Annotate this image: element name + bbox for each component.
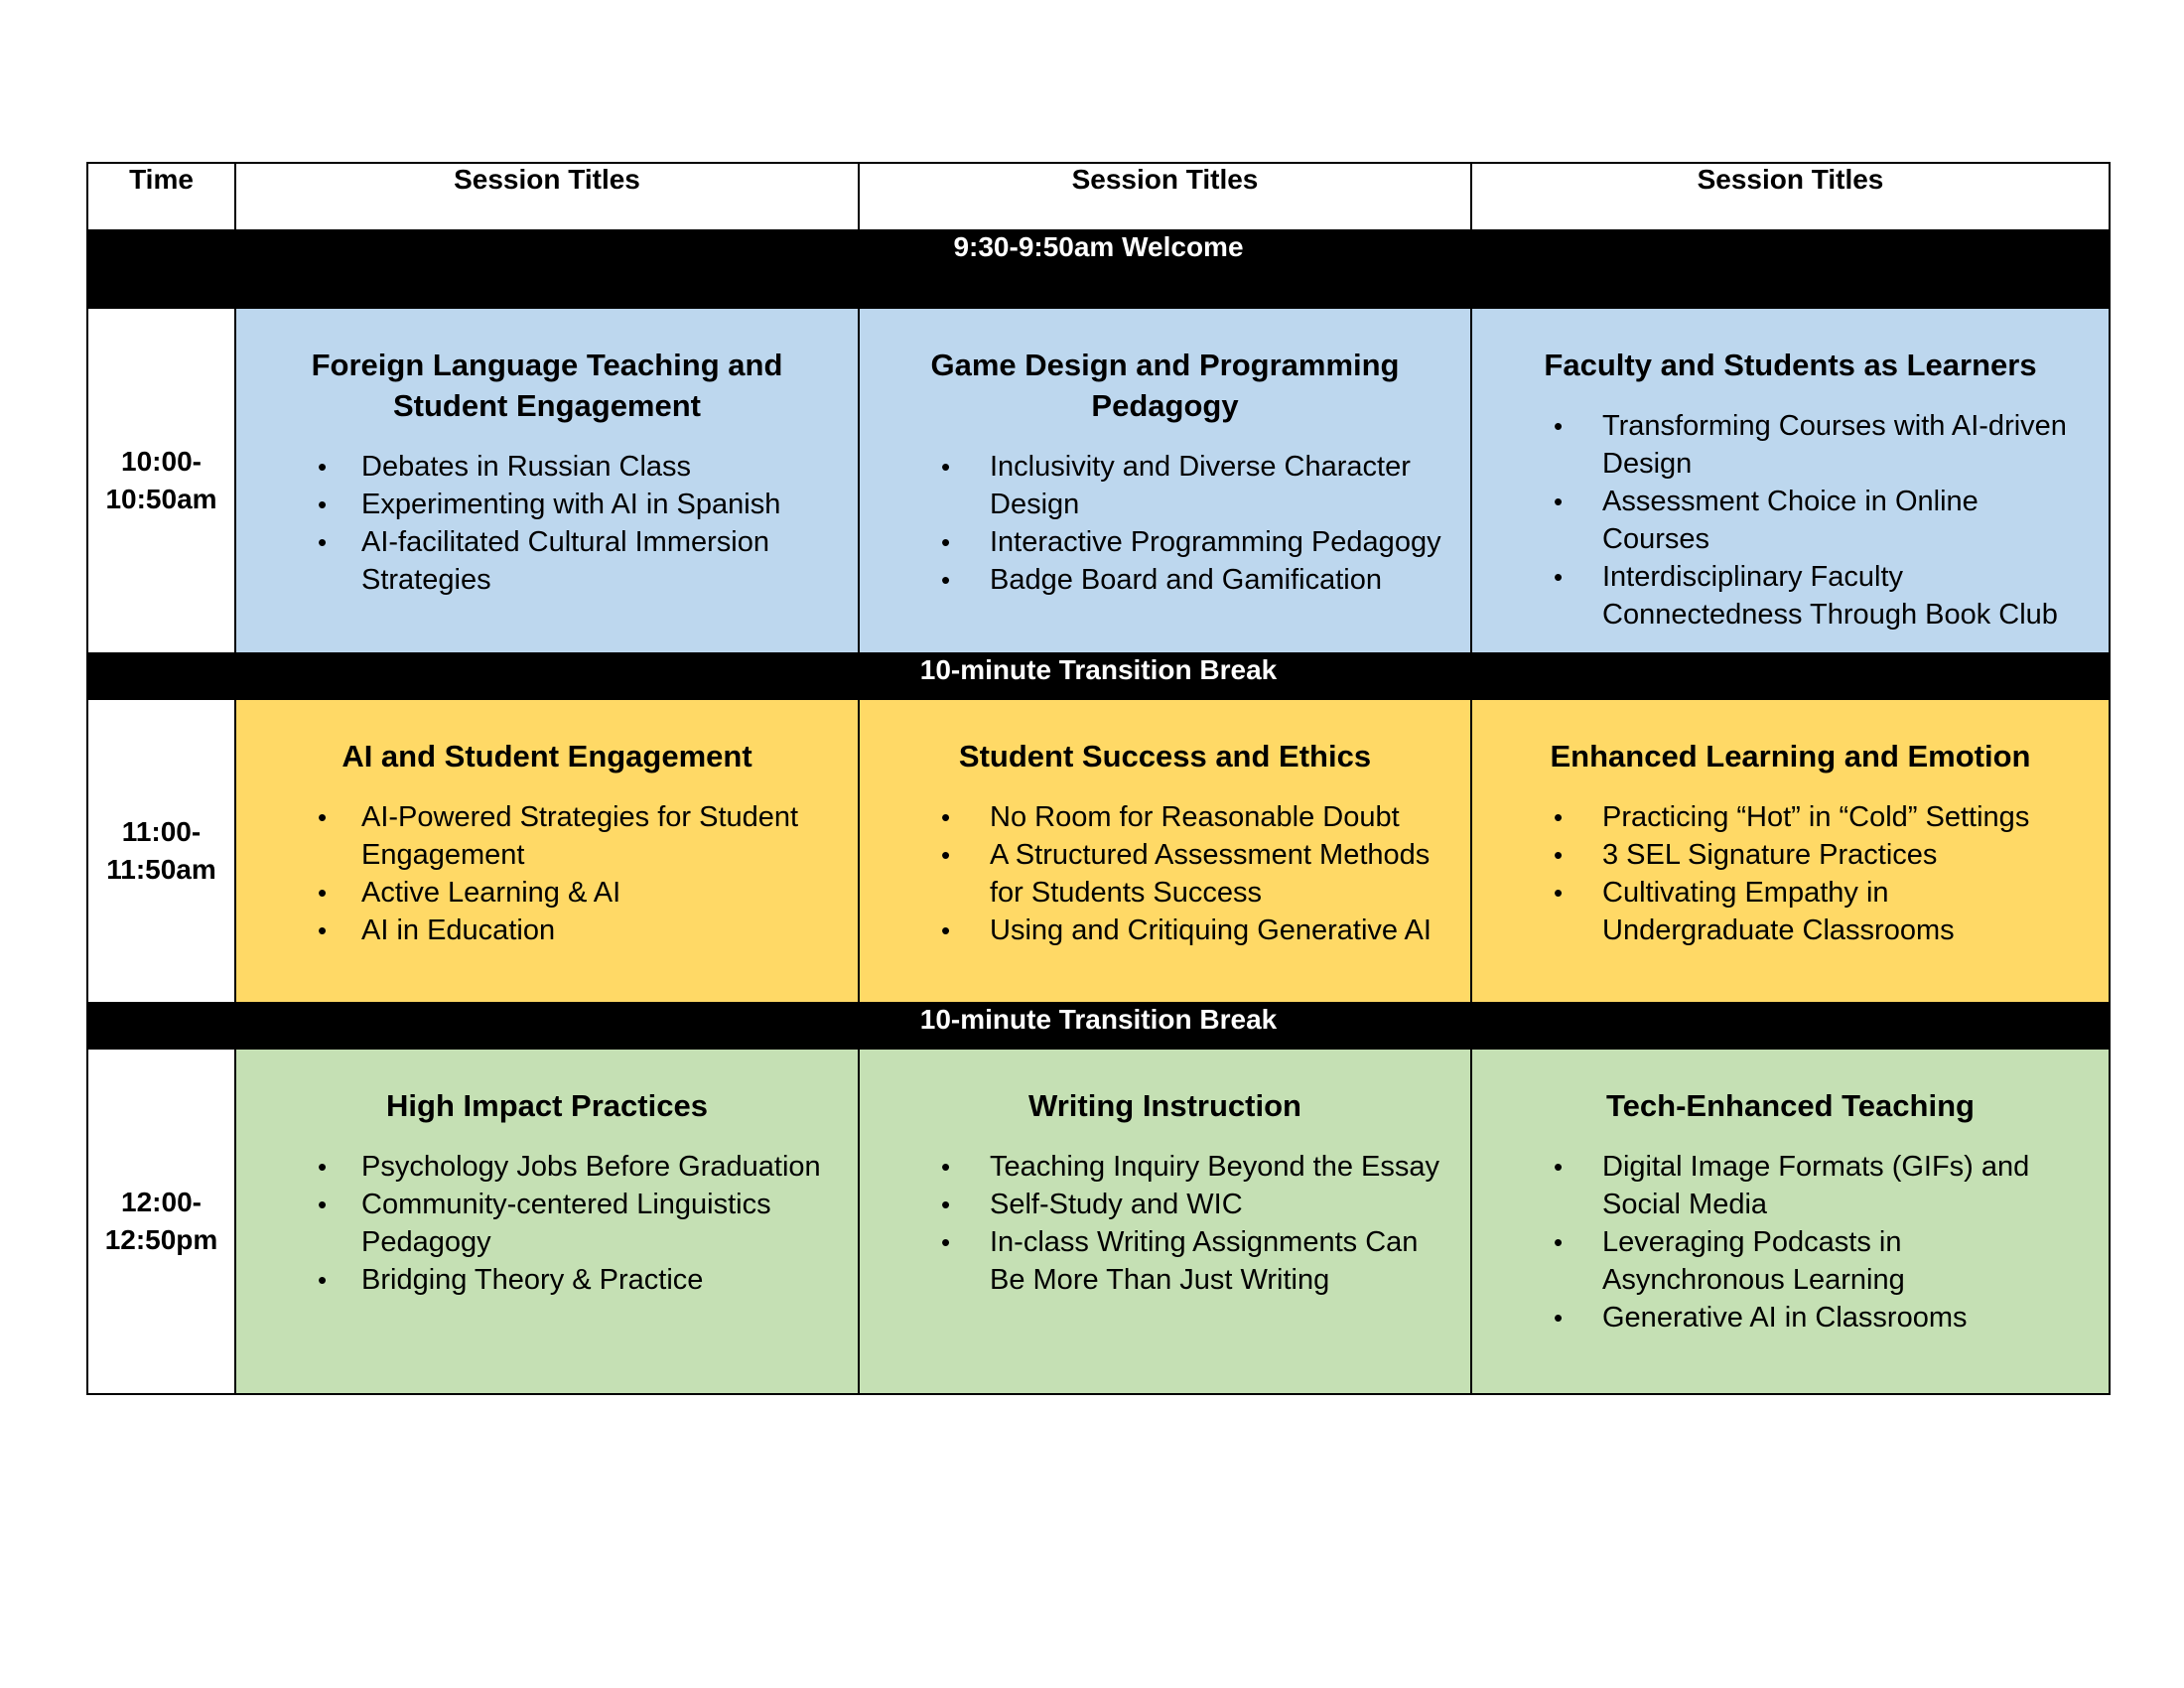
break-row: [87, 1003, 2110, 1049]
session-title: Enhanced Learning and Emotion: [1550, 739, 2031, 774]
bullet-icon: •: [318, 527, 328, 557]
bullet-icon: •: [1554, 1152, 1564, 1182]
session-title: Tech-Enhanced Teaching: [1606, 1088, 1975, 1123]
list-item: • Using and Critiquing Generative AI: [876, 912, 1454, 949]
list-item: • Assessment Choice in Online Courses: [1488, 483, 2093, 558]
bullet-icon: •: [318, 915, 328, 945]
list-item: • Community-centered Linguistics Pedagogy: [252, 1186, 842, 1261]
list-item: • 3 SEL Signature Practices: [1488, 836, 2093, 874]
session-title: High Impact Practices: [386, 1088, 708, 1123]
bullet-icon: •: [318, 1152, 328, 1182]
list-item: • Debates in Russian Class: [252, 448, 842, 486]
session-row: [87, 1049, 2110, 1394]
bullet-icon: •: [941, 452, 951, 482]
session-title: Game Design and Programming Pedagogy: [930, 348, 1400, 423]
time-slot: [87, 308, 235, 653]
session-cell: [235, 308, 859, 653]
list-item: • No Room for Reasonable Doubt: [876, 798, 1454, 836]
bullet-icon: •: [318, 1190, 328, 1219]
session-topic-list: [876, 1148, 1454, 1299]
list-item: • Practicing “Hot” in “Cold” Settings: [1488, 798, 2093, 836]
bullet-icon: •: [941, 1190, 951, 1219]
session-topic-list: [252, 1148, 842, 1299]
header-session-titles-2: Session Titles: [859, 163, 1471, 230]
list-item: • In-class Writing Assignments Can Be More Than Just Writing: [876, 1223, 1454, 1299]
list-item: • AI in Education: [252, 912, 842, 949]
session-title: Writing Instruction: [1028, 1088, 1301, 1123]
bullet-icon: •: [941, 1227, 951, 1257]
session-cell: [1471, 308, 2110, 653]
time-end: 11:50am: [106, 854, 216, 885]
list-item: • Leveraging Podcasts in Asynchronous Learning: [1488, 1223, 2093, 1299]
bullet-icon: •: [1554, 1303, 1564, 1333]
session-topic-list: [252, 448, 842, 599]
bullet-icon: •: [941, 802, 951, 832]
list-item: • Inclusivity and Diverse Character Design: [876, 448, 1454, 523]
bullet-icon: •: [1554, 1227, 1564, 1257]
session-cell: [859, 699, 1471, 1003]
session-cell: [1471, 1049, 2110, 1394]
bullet-icon: •: [941, 565, 951, 595]
list-item: • A Structured Assessment Methods for Students Success: [876, 836, 1454, 912]
bullet-icon: •: [1554, 878, 1564, 908]
bullet-icon: •: [318, 1265, 328, 1295]
list-item: • Badge Board and Gamification: [876, 561, 1454, 599]
session-topic-list: [1488, 1148, 2093, 1336]
session-cell: [859, 1049, 1471, 1394]
bullet-icon: •: [1554, 411, 1564, 441]
session-topic-list: [876, 448, 1454, 599]
bullet-icon: •: [941, 1152, 951, 1182]
break-row: [87, 653, 2110, 699]
list-item: • Interdisciplinary Faculty Connectedness Through Book Club: [1488, 558, 2093, 633]
bullet-icon: •: [941, 840, 951, 870]
bullet-icon: •: [318, 878, 328, 908]
session-topic-list: [252, 798, 842, 949]
time-start: 10:00-: [121, 446, 202, 477]
bullet-icon: •: [1554, 802, 1564, 832]
session-cell: [235, 699, 859, 1003]
session-cell: [1471, 699, 2110, 1003]
bullet-icon: •: [318, 490, 328, 519]
list-item: • Teaching Inquiry Beyond the Essay: [876, 1148, 1454, 1186]
list-item: • Psychology Jobs Before Graduation: [252, 1148, 842, 1186]
session-row: [87, 308, 2110, 653]
bullet-icon: •: [941, 527, 951, 557]
time-slot: [87, 1049, 235, 1394]
bullet-icon: •: [941, 915, 951, 945]
transition-break-banner: 10-minute Transition Break: [87, 1003, 2110, 1049]
list-item: • Digital Image Formats (GIFs) and Social Media: [1488, 1148, 2093, 1223]
header-session-titles-3: Session Titles: [1471, 163, 2110, 230]
schedule-table: [86, 162, 2111, 1395]
time-slot: [87, 699, 235, 1003]
header-row: [87, 163, 2110, 230]
bullet-icon: •: [318, 802, 328, 832]
header-session-titles-1: Session Titles: [235, 163, 859, 230]
bullet-icon: •: [1554, 840, 1564, 870]
list-item: • Generative AI in Classrooms: [1488, 1299, 2093, 1336]
transition-break-banner: 10-minute Transition Break: [87, 653, 2110, 699]
list-item: • Cultivating Empathy in Undergraduate Classrooms: [1488, 874, 2093, 949]
list-item: • Self-Study and WIC: [876, 1186, 1454, 1223]
welcome-banner: 9:30-9:50am Welcome: [87, 230, 2110, 308]
bullet-icon: •: [1554, 562, 1564, 592]
time-end: 12:50pm: [104, 1224, 218, 1255]
session-title: Faculty and Students as Learners: [1544, 348, 2037, 382]
bullet-icon: •: [1554, 487, 1564, 516]
session-cell: [859, 308, 1471, 653]
list-item: • AI-facilitated Cultural Immersion Strategies: [252, 523, 842, 599]
session-topic-list: [876, 798, 1454, 949]
welcome-row: [87, 230, 2110, 308]
session-row: [87, 699, 2110, 1003]
session-cell: [235, 1049, 859, 1394]
bullet-icon: •: [318, 452, 328, 482]
header-time: Time: [87, 163, 235, 230]
list-item: • Active Learning & AI: [252, 874, 842, 912]
list-item: • Experimenting with AI in Spanish: [252, 486, 842, 523]
time-end: 10:50am: [105, 484, 217, 514]
session-topic-list: [1488, 407, 2093, 633]
session-title: Student Success and Ethics: [958, 739, 1372, 774]
list-item: • Interactive Programming Pedagogy: [876, 523, 1454, 561]
time-start: 12:00-: [121, 1187, 202, 1217]
session-topic-list: [1488, 798, 2093, 949]
session-title: AI and Student Engagement: [341, 739, 752, 774]
time-start: 11:00-: [121, 816, 202, 847]
list-item: • AI-Powered Strategies for Student Engagement: [252, 798, 842, 874]
list-item: • Transforming Courses with AI-driven Design: [1488, 407, 2093, 483]
session-title: Foreign Language Teaching and Student Engagement: [311, 348, 783, 423]
list-item: • Bridging Theory & Practice: [252, 1261, 842, 1299]
